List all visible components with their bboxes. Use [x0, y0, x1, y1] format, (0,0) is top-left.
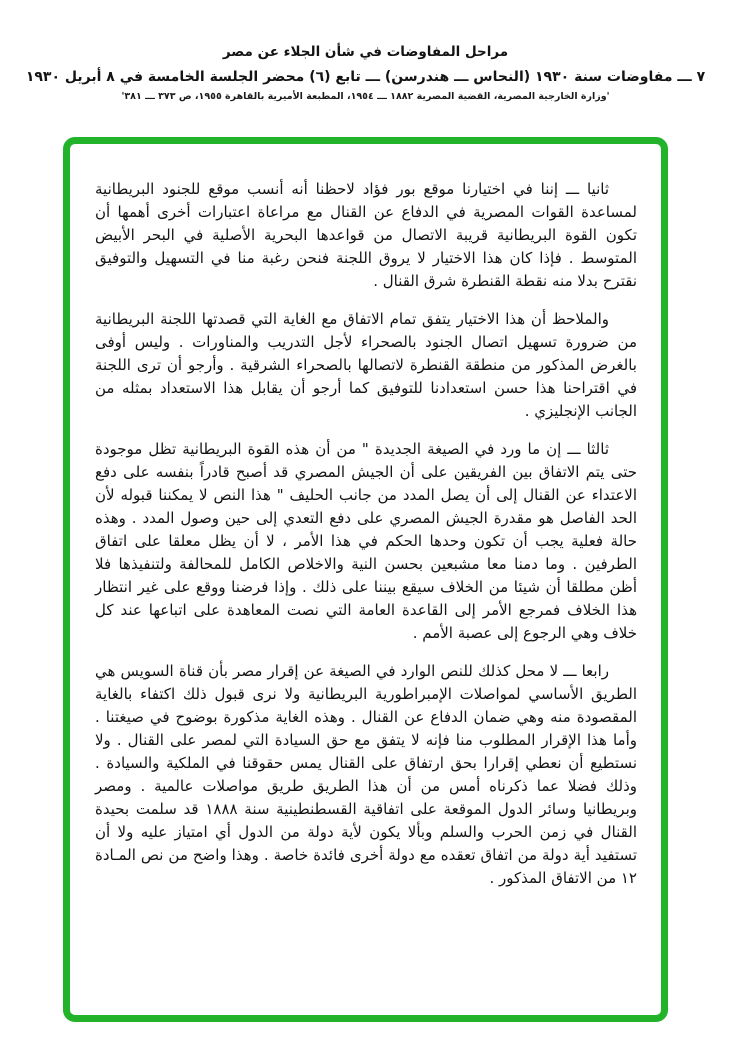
section-heading: ٧ ـــ مفاوضات سنة ١٩٣٠ (النحاس ـــ هندرسن) ـــ تابع (٦) محضر الجلسة الخامسة في ٨ أبريل ١٩٣٠: [25, 69, 706, 85]
source-citation: 'وزارة الخارجية المصرية، القضية المصرية ١٨٨٢ ـــ ١٩٥٤، المطبعة الأميرية بالقاهرة ١٩٥٥، ص ٣٧٣ ـــ ٣٨١': [121, 91, 610, 102]
paragraph-fourth-point: رابعا ـــ لا محل كذلك للنص الوارد في الصيغة عن إقرار مصر بأن قناة السويس هي الطريق الأساسي لمواصلات الإمبراطورية البريطانية ولا نرى قبول ذلك اكتفاء بالغاية المقصودة منه وهي ضمان الدفاع عن القنال . وهذه الغاية مذكورة بوضوح في صيغتنا . وأما هذا الإقرار المطلوب منا فإنه لا يتفق مع حق السيادة التي لمصر على القنال . ولا نستطيع أن نعطي إقرارا بحق ارتفاق على القنال يمس حقوقنا في الملكية والسيادة . وذلك فضلا عما ذكرناه أمس من أن هذا الطريق طريق مواصلات عالمية . ومصر وبريطانيا وسائر الدول الموقعة على اتفاقية القسطنطينية سنة ١٨٨٨ قد سلمت بحيدة القنال في زمن الحرب والسلم وبألا يكون لأية دولة من الدول أي امتياز عليه ولا أن تستفيد أية دولة من اتفاق تعقده مع دولة أخرى فائدة خاصة . وهذا واضح من نص المـادة ١٢ من الاتفاق المذكور .: [95, 662, 637, 887]
paragraph-remark: والملاحظ أن هذا الاختيار يتفق تمام الاتفاق مع الغاية التي قصدتها اللجنة البريطانية من ضرورة تسهيل اتصال الجنود بالصحراء لأجل التدريب والمناورات . وليس أوفى بالغرض المذكور من منطقة القنطرة لاتصالها بالصحراء الشرقية . وأرجو أن ترى اللجنة في اقتراحنا هذا حسن استعدادنا للتوفيق كما أرجو أن يقابل هذا الاستعداد بمثله من الجانب الإنجليزي .: [95, 310, 637, 420]
document-body: [95, 178, 637, 905]
paragraph-second-point: ثانيا ـــ إننا في اختيارنا موقع بور فؤاد لاحظنا أنه أنسب موقع للجنود البريطانية لمساعدة القوات المصرية في الدفاع عن القنال مع مراعاة اعتبارات أخرى أهمها أن تكون القوة البريطانية قريبة الاتصال من قواعدها البحرية الأصلية في البحر الأبيض المتوسط . فإذا كان هذا الاختيار لا يروق اللجنة فنحن رغبة منا في التسهيل والتوفيق نقترح بدلا منه نقطة القنطرة شرق القنال .: [95, 180, 637, 290]
document-header: [0, 44, 731, 102]
page-title: مراحل المفاوضات في شأن الجلاء عن مصر: [222, 44, 509, 60]
paragraph-third-point: ثالثا ـــ إن ما ورد في الصيغة الجديدة " من أن هذه القوة البريطانية تظل موجودة حتى يتم الاتفاق بين الفريقين على أن الجيش المصري قد أصبح قادراً بنفسه على دفع الاعتداء عن القنال إلى أن يصل المدد من جانب الحليف " هذا النص لا يمكننا قبوله لأن الحد الفاصل هو مقدرة الجيش المصري على دفع التعدي إلى حين وصول المدد . وهذه حالة فعلية يجب أن تكون وحدها الحكم في هذا الأمر ، لا أن يظل معلقا على اتفاق الطرفين . وما دمنا معا مشبعين بحسن النية والاخلاص الكامل للمحالفة ولتنفيذها فلا أظن مطلقا أن شيئا من الخلاف سيقع بيننا على ذلك . وإذا فرضنا ووقع على غير انتظار هذا الخلاف فمرجع الأمر إلى القاعدة العامة التي نصت المعاهدة على اتباعها عند كل خلاف وهي الرجوع إلى عصبة الأمم .: [95, 440, 637, 642]
